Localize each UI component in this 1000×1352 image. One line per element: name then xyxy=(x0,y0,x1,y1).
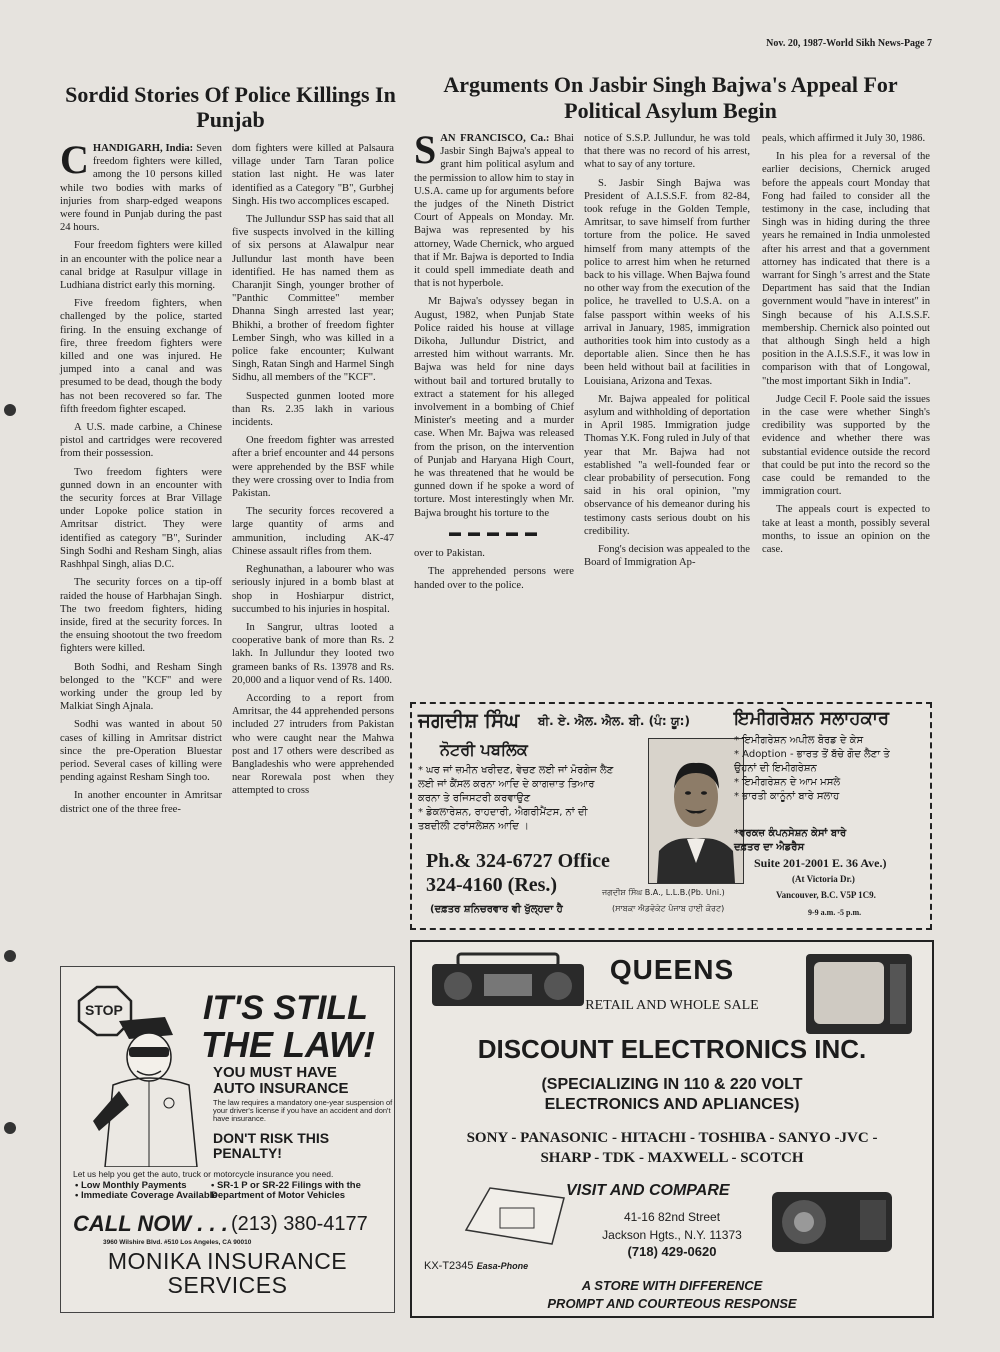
paragraph: Sodhi was wanted in about 50 cases of killing in Amritsar district since the pre-Operation Bluestar period. Several cases of killing were pending against Resham Singh too. xyxy=(60,719,222,784)
company-name-line-2: SERVICES xyxy=(167,1272,288,1298)
article1-column-2 xyxy=(232,142,394,803)
insurance-risk: DON'T RISK THIS xyxy=(213,1130,330,1146)
paragraph: Reghunathan, a labourer who was seriously injured in a bomb blast at shop in Hoshiarpur district, succumbed to his injuries in hospital. xyxy=(232,564,394,615)
store-name: QUEENS xyxy=(609,954,735,985)
insurance-must-have: YOU MUST HAVE xyxy=(213,1064,337,1081)
store-brands-2: SHARP - TDK - MAXWELL - SCOTCH xyxy=(540,1150,804,1166)
list-item: * ਭਾਰਤੀ ਕਾਨੂੰਨਾਂ ਬਾਰੇ ਸਲਾਹ xyxy=(734,791,840,802)
paragraph: Bhai Jasbir Singh Bajwa's appeal to grant him political asylum and the permission to allow him to stay in U.S.A. came up for arguments before the judges of the Nineth District Court of Appeals on Monday. Mr. Bajwa was represented by his attorney, Wade Chernick, who argued that if Mr. Bajwa is deported to India it could spell immediate death and that is not hyperbole. xyxy=(414,133,574,290)
store-slogan-2: PROMPT AND COURTEOUS RESPONSE xyxy=(547,1296,797,1311)
article2-column-3 xyxy=(762,132,930,561)
insurance-law-text: The law requires a mandatory one-year suspension of your driver's license if you have an accident and don't have insurance. xyxy=(213,1098,393,1123)
office-cross-street: (At Victoria Dr.) xyxy=(792,874,855,884)
paragraph: Judge Cecil F. Poole said the issues in the case were whether Singh's credibility was supported by the evidence and whether there was substantial evidence outside the record that could be put into the record so the case could be remanded to the immigration court. xyxy=(762,393,930,498)
paragraph: Four freedom fighters were killed in an encounter with the police near a canal bridge at Rasulpur village in Ludhiana district early this morning. xyxy=(60,240,222,292)
insurance-headline-2: THE LAW! xyxy=(201,1024,375,1065)
separator: ▬ ▬ ▬ ▬ ▬ xyxy=(449,524,539,539)
insurance-bullet-coverage: • Immediate Coverage Available xyxy=(75,1190,218,1201)
model-name: Easa-Phone xyxy=(476,1261,529,1271)
paragraph: In his plea for a reversal of the earlier decisions, Chernick aruged before the appeals court Monday that Fong had failed to consider all the testimony in the case, including that Singh was in hiding during the three years he remained in India unmolested after his arrest and that a government attorney has indicated that there is a warrant for Singh 's arrest and the State Department has said that the Indian government would "have in interest" in Singh because of his A.I.S.S.F. membership. Chernick also pointed out that although Singh held a high position in the A.I.S.S.F., it was low in comparison with that of Longowal, "the most important Sikh in India". xyxy=(762,151,930,387)
workers-comp-note: *ਵਰਕਜ਼ ਕੰਪਨਸੇਸ਼ਨ ਕੇਸਾਂ ਬਾਰੇ xyxy=(734,828,847,839)
office-hours: 9-9 a.m. -5 p.m. xyxy=(808,908,862,917)
insurance-phone: (213) 380-4177 xyxy=(231,1213,368,1235)
immigration-consultant-ad xyxy=(410,702,932,930)
company-name-line-1: MONIKA INSURANCE xyxy=(107,1248,348,1274)
paragraph: The Jullundur SSP has said that all five suspects involved in the killing of six persons at Alawalpur near Jullundur last month have been identified. He has named them as Charanjit Singh, younger brother of "Panthic Committee" member Dhanna Singh arrested last year; Bhikhi, a brother of freedom fighter Lember Singh, who was killed in a police fake encounter; Kulwant Singh, Ratan Singh and Harmel Singh Sidhu, all members of the "KCF". xyxy=(232,214,394,384)
paragraph: peals, which affirmed it July 30, 1986. xyxy=(762,133,926,144)
ad-qualifications: ਬੀ. ਏ. ਐਲ. ਐਲ. ਬੀ. (ਪੰ: ਯੂ:) xyxy=(538,714,690,728)
article1-headline: Sordid Stories Of Police Killings In Punjab xyxy=(65,82,396,132)
paragraph: notice of S.S.P. Jullundur, he was told that there was no record of his arrest, what to say of any torture. xyxy=(584,133,750,171)
paragraph: A U.S. made carbine, a Chinese pistol and cartridges were recovered from their possession. xyxy=(60,422,222,460)
insurance-address: 3960 Wilshire Blvd. #510 Los Angeles, CA 90010 xyxy=(103,1239,252,1246)
article1-lead xyxy=(60,137,222,234)
paragraph: Five freedom fighters, when challenged by the police, started firing. In the ensuing exchange of fire, three freedom fighters were killed and one was injured. He jumped into a canal and was presumed to be dead, though the body has not been recovered so far. The fifth freedom fighter escaped. xyxy=(60,298,222,415)
store-slogan-1: A STORE WITH DIFFERENCE xyxy=(581,1278,763,1293)
portrait-image xyxy=(649,739,743,883)
dateline: HANDIGARH, India: xyxy=(92,143,194,154)
paragraph: According to a report from Amritsar, the 44 apprehended persons included 27 intruders from Pakistan who were caught near the Mahwa post and 17 others were described as Bangladeshis who were apprehended near Rorewala post when they attempted to cross xyxy=(232,692,394,797)
article2-lead xyxy=(414,127,574,290)
article2-column-1 xyxy=(414,127,574,597)
store-street: 41-16 82nd Street xyxy=(623,1210,721,1224)
residence-phone: 324-4160 (Res.) xyxy=(426,874,558,896)
police-officer-illustration xyxy=(69,981,203,1167)
model-number: KX-T2345 xyxy=(424,1260,474,1272)
list-item: ਤਬਦੀਲੀ ਟਰਾਂਸਲੇਸ਼ਨ ਆਦਿ । xyxy=(418,821,529,832)
paragraph: The security forces on a tip-off raided the house of Harbhajan Singh. The two freedom fighters, hiding inside, fired at the security forces. In the ensuing shootout the two freedom fighters were killed. xyxy=(60,577,222,655)
paragraph: Fong's decision was appealed to the Board of Immigration Ap- xyxy=(584,544,750,569)
insurance-help: Let us help you get the auto, truck or motorcycle insurance you need. xyxy=(73,1169,334,1179)
list-item: ਉਹਨਾਂ ਦੀ ਇਮੀਗਰੇਸ਼ਨ xyxy=(734,763,817,774)
store-specialty-1: (SPECIALIZING IN 110 & 220 VOLT xyxy=(541,1076,803,1093)
services-list-right xyxy=(734,734,930,804)
store-brands-1: SONY - PANASONIC - HITACHI - TOSHIBA - SANYO -JVC - xyxy=(466,1130,878,1146)
store-phone: (718) 429-0620 xyxy=(627,1244,717,1259)
store-retail: RETAIL AND WHOLE SALE xyxy=(585,998,759,1013)
notary-heading: ਨੋਟਰੀ ਪਬਲਿਕ xyxy=(440,740,528,759)
binder-hole xyxy=(4,950,16,962)
insurance-bullet-filings: • SR-1 P or SR-22 Filings with the Department of Motor Vehicles xyxy=(211,1180,361,1201)
photo-caption: ਜਗਦੀਸ਼ ਸਿੰਘ B.A., L.L.B.(Pb. Uni.) xyxy=(602,888,725,897)
paragraph: In Sangrur, ultras looted a cooperative bank of more than Rs. 2 lakh. In Jullundur they looted two grameen banks of Rs. 13978 and Rs. 20,000 and a liquor vend of Rs. 1400. xyxy=(232,621,394,686)
store-visit: VISIT AND COMPARE xyxy=(566,1182,730,1199)
insurance-headline-1: IT'S STILL xyxy=(203,989,368,1027)
paragraph: S. Jasbir Singh Bajwa was President of A.I.S.S.F. from 82-84, took refuge in the Golden Temple, Amritsar, to save himself from further torture from the police. He saved himself from many attempts of the police to arrest him when he returned back to his village. When Bajwa found no other way from the execution of the police, he travelled to U.S.A. on a false passport within weeks of his arrival in January, 1985, immigration authorities took him into custody as a deportable alien. Since then he has been held without bail at facilities in Louisiana, Arizona and Texas. xyxy=(584,177,750,387)
store-specialty-2: ELECTRONICS AND APLIANCES) xyxy=(544,1096,800,1113)
paragraph: over to Pakistan. xyxy=(414,548,485,560)
insurance-call-now: CALL NOW . . . xyxy=(73,1211,228,1236)
binder-hole xyxy=(4,1122,16,1134)
paragraph: In another encounter in Amritsar district one of the three free- xyxy=(60,790,222,815)
paragraph: The apprehended persons were handed over to the police. xyxy=(414,566,574,591)
dateline: AN FRANCISCO, Ca.: xyxy=(440,133,550,144)
paragraph: Mr. Bajwa appealed for political asylum and withholding of deportation in April 1985. Immigration judge Thomas Y.K. Fong ruled in July of that year that Mr. Bajwa had not established "a well-founded fear or clear probability of persecution. Fong said in his oral opinion, "my observance of his demeanor during his testimony casts serious doubt on his credibility. xyxy=(584,393,750,537)
list-item: * ਡੇਕਲਾਰੇਸ਼ਨ, ਰਾਹਦਾਰੀ, ਐਗਰੀਮੈਂਟਸ, ਨਾਂ ਦੀ xyxy=(418,807,588,818)
office-hours-note: (ਦਫ਼ਤਰ ਸ਼ਨਿਚਰਵਾਰ ਵੀ ਖੁੱਲ੍ਹਦਾ ਹੈ xyxy=(430,904,563,915)
insurance-auto: AUTO INSURANCE xyxy=(213,1080,349,1097)
portrait-photo xyxy=(648,738,744,884)
paragraph: The appeals court is expected to take at least a month, possibly several months, to issue an opinion on the case. xyxy=(762,504,930,556)
paragraph: Both Sodhi, and Resham Singh belonged to the "KCF" and were working under the group led by Malkiat Singh Ajnala. xyxy=(60,661,222,713)
paragraph: dom fighters were killed at Palsaura village under Tarn Taran police station last night. He was later identified as a Category "B", Gurbhej Singh. His two accomplices escaped. xyxy=(232,143,394,207)
paragraph: Two freedom fighters were gunned down in an encounter with the security forces at Brar Village under Lopoke police station in Amritsar district. They were identified as category "B", Surinder Singh Sodhi and Resham Singh, alias Rashhpal Singh, alias D.C. xyxy=(60,466,222,571)
article2-headline: Arguments On Jasbir Singh Bajwa's Appeal For Political Asylum Begin xyxy=(443,72,898,123)
paragraph: Mr Bajwa's odyssey began in August, 1982, when Punjab State Police raided his house at village Dikoha, Jullundur District, and arrested him without warrants. Mr. Bajwa was held for nine days without bail and tortured brutally to extract a statement for his alleged involvement in a bombing of Chief Minister's meeting and a murder case. When Mr. Bajwa was released from the prison, on the intervention of Punjab and Haryana High Court, he was threatened that he would be gunned down if he spoke a word of torture. Most interestingly when Mr. Bajwa brought his torture to the xyxy=(414,296,574,519)
stop-sign-text: STOP xyxy=(85,1002,123,1018)
paragraph: The security forces recovered a large quantity of arms and ammunition, including AK-47 Chinese assault rifles from them. xyxy=(232,506,394,557)
insurance-company-name xyxy=(61,1249,394,1297)
store-full-name: DISCOUNT ELECTRONICS INC. xyxy=(477,1034,867,1064)
list-item: ਕਰਨਾ ਤੇ ਰਜਿਸਟਰੀ ਕਰਵਾਉਣ xyxy=(418,793,531,804)
immigration-consultant-title: ਇਮੀਗਰੇਸ਼ਨ ਸਲਾਹਕਾਰ xyxy=(734,708,890,729)
electronics-ad xyxy=(410,940,934,1318)
page-folio: Nov. 20, 1987-World Sikh News-Page 7 xyxy=(766,38,932,49)
list-item: * ਘਰ ਜਾਂ ਜ਼ਮੀਨ ਖਰੀਦਣ, ਵੇਚਣ ਲਈ ਜਾਂ ਮੋਰਗੇਜ ਲੈਣ xyxy=(418,765,614,776)
dropcap: S xyxy=(414,127,437,172)
article1-column-1 xyxy=(60,137,222,821)
dropcap: C xyxy=(60,137,89,182)
phone-model xyxy=(424,1260,528,1272)
paragraph: Suspected gunmen looted more than Rs. 2.35 lakh in various incidents. xyxy=(232,390,394,429)
ad-name: ਜਗਦੀਸ਼ ਸਿੰਘ xyxy=(418,708,520,732)
services-list-left xyxy=(418,764,642,834)
insurance-penalty: PENALTY! xyxy=(213,1145,282,1161)
list-item: * ਇਮੀਗਰੇਸ਼ਨ ਦੇ ਆਮ ਮਸਲੇ xyxy=(734,777,841,788)
photo-caption-2: (ਸਾਬਕਾ ਐਡਵੋਕੇਟ ਪੰਜਾਬ ਹਾਈ ਕੋਰਟ) xyxy=(612,904,725,913)
insurance-bullet-payments: • Low Monthly Payments xyxy=(75,1180,187,1191)
article2-column-2 xyxy=(584,132,750,575)
office-suite: Suite 201-2001 E. 36 Ave.) xyxy=(754,856,887,870)
binder-hole xyxy=(4,404,16,416)
list-item: * ਇਮੀਗਰੇਸ਼ਨ ਅਪੀਲ ਬੋਰਡ ਦੇ ਕੇਸ xyxy=(734,735,864,746)
store-city: Jackson Hgts., N.Y. 11373 xyxy=(602,1228,742,1242)
list-item: ਲਈ ਜਾਂ ਕੈਂਸਲ ਕਰਨਾ ਆਦਿ ਦੇ ਕਾਗਜ਼ਾਤ ਤਿਆਰ xyxy=(418,779,595,790)
office-phone: Ph.& 324-6727 Office xyxy=(426,850,610,872)
paragraph: Seven freedom fighters were killed, among the 10 persons killed while two bodies with marks of injuries from sharp-edged weapons were found in Punjab during the past 24 hours. xyxy=(60,143,222,234)
list-item: * Adoption - ਭਾਰਤ ਤੋਂ ਬੱਚੇ ਗੋਦ ਲੈਣਾ ਤੇ xyxy=(734,749,890,760)
office-address-label: ਦਫ਼ਤਰ ਦਾ ਐਡਰੈਸ xyxy=(734,842,805,853)
paragraph: One freedom fighter was arrested after a brief encounter and 44 persons were apprehended by the BSF while they were crossing over to India from Pakistan. xyxy=(232,435,394,500)
office-city: Vancouver, B.C. V5P 1C9. xyxy=(776,890,876,900)
insurance-ad xyxy=(60,966,395,1313)
